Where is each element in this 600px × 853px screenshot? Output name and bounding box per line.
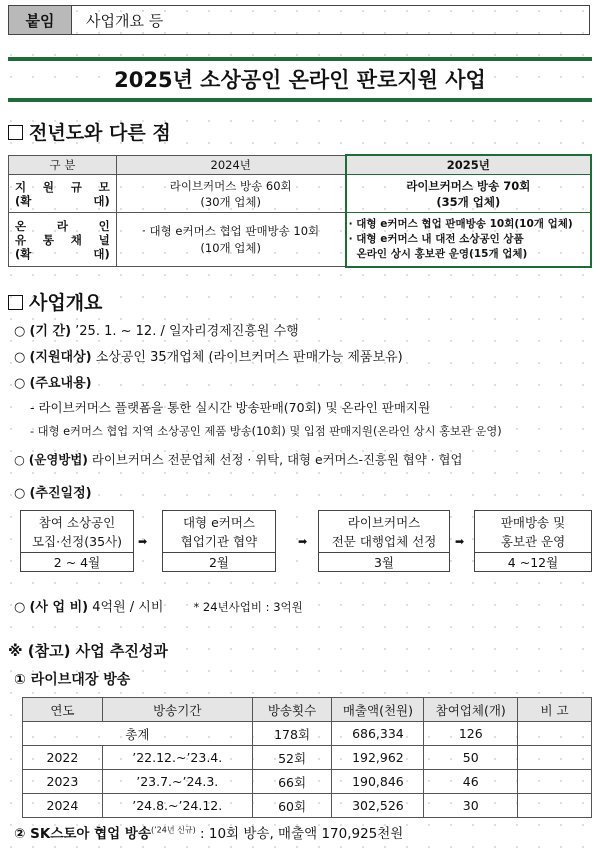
cell-2024: 라이브커머스 방송 60회 (30개 업체) (116, 175, 345, 213)
attachment-tag: 붙임 (8, 5, 72, 35)
overview-heading: 사업개요 (8, 288, 102, 315)
attachment-title: 사업개요 등 (72, 5, 590, 35)
arrow-right-icon: ➡ (138, 535, 148, 548)
checkbox-square-icon (8, 125, 23, 140)
reference-heading: ※ (참고) 사업 추진성과 (8, 642, 168, 660)
detail-line: - 대형 e커머스 협업 지역 소상공인 제품 방송(10회) 및 입점 판매지원(온라인 상시 홍보관 운영) (30, 425, 502, 438)
col-header: 2025년 (346, 155, 591, 175)
arrow-right-icon: ➡ (298, 535, 308, 548)
detail-line: - 라이브커머스 플랫폼을 통한 실시간 방송판매(70회) 및 온라인 판매지원 (30, 400, 431, 415)
checkbox-square-icon (8, 295, 23, 310)
title-top-rule (8, 57, 592, 61)
table-row: 2022 ’22.12.~’23.4. 52회 192,962 50 (23, 746, 592, 770)
cell-2025: · 대형 e커머스 협업 판매방송 10회(10개 업체) · 대형 e커머스 내 대전 소상공인 상품 온라인 상시 홍보관 운영(15개 업체) (346, 213, 591, 267)
table-row: 2023 ’23.7.~’24.3. 66회 190,846 46 (23, 770, 592, 794)
overview-item: ○ (운영방법) 라이브커머스 전문업체 선정 · 위탁, 대형 e커머스-진흥원 협약 · 협업 (14, 452, 463, 467)
budget-note: * 24년사업비 : 3억원 (193, 600, 303, 614)
circle-bullet-icon: ○ (14, 486, 26, 501)
circle-bullet-icon: ○ (14, 376, 26, 391)
col-header: 방송횟수 (252, 698, 332, 722)
cell-2025: 라이브커머스 방송 70회 (35개 업체) (346, 175, 591, 213)
col-header: 연도 (23, 698, 103, 722)
comparison-table (8, 154, 592, 268)
schedule-step: 라이브커머스 전문 대행업체 선정 3월 (318, 510, 450, 572)
diff-section-heading: 전년도와 다른 점 (8, 118, 171, 145)
schedule-step: 판매방송 및 홍보관 운영 4 ~12월 (474, 510, 592, 572)
reference-sub1: ① 라이브대장 방송 (14, 672, 131, 688)
col-header: 2024년 (116, 155, 345, 175)
overview-item: ○ (지원대상) 소상공인 35개업체 (라이브커머스 판매가능 제품보유) (14, 350, 403, 365)
col-header: 비 고 (518, 698, 592, 722)
row-label: 온 라 인 유 통 채 널 (확 대) (9, 213, 117, 267)
circle-bullet-icon: ○ (14, 600, 26, 615)
performance-table (22, 697, 592, 818)
col-header: 방송기간 (102, 698, 252, 722)
overview-item: ○ (주요내용) (14, 376, 92, 391)
col-header: 매출액(천원) (332, 698, 424, 722)
table-row: 2024 ’24.8.~’24.12. 60회 302,526 30 (23, 794, 592, 818)
page-title: 2025년 소상공인 온라인 판로지원 사업 (114, 68, 486, 92)
circle-bullet-icon: ○ (14, 324, 26, 339)
overview-item: ○ (기 간) ’25. 1. ~ 12. / 일자리경제진흥원 수행 (14, 324, 299, 339)
schedule-step: 참여 소상공인 모집·선정(35사) 2 ~ 4월 (20, 510, 134, 572)
arrow-right-icon: ➡ (455, 535, 465, 548)
total-row: 총계 178회 686,334 126 (23, 722, 592, 746)
circle-bullet-icon: ○ (14, 350, 26, 365)
col-header: 구 분 (9, 155, 117, 175)
title-bottom-rule (8, 98, 592, 102)
reference-sub2: ② SK스토아 협업 방송$^{(’24년 신규)}$ : 10회 방송, 매출액 170,925천원 (14, 825, 404, 842)
cell-2024: · 대형 e커머스 협업 판매방송 10회 (10개 업체) (116, 213, 345, 267)
overview-item: ○ (추진일정) (14, 486, 92, 501)
schedule-step: 대형 e커머스 협업기관 협약 2월 (162, 510, 276, 572)
circle-bullet-icon: ○ (14, 452, 25, 467)
row-label: 지 원 규 모 (확 대) (9, 175, 117, 213)
overview-item: ○ (사 업 비) 4억원 / 시비 * 24년사업비 : 3억원 (14, 600, 303, 615)
col-header: 참여업체(개) (424, 698, 518, 722)
